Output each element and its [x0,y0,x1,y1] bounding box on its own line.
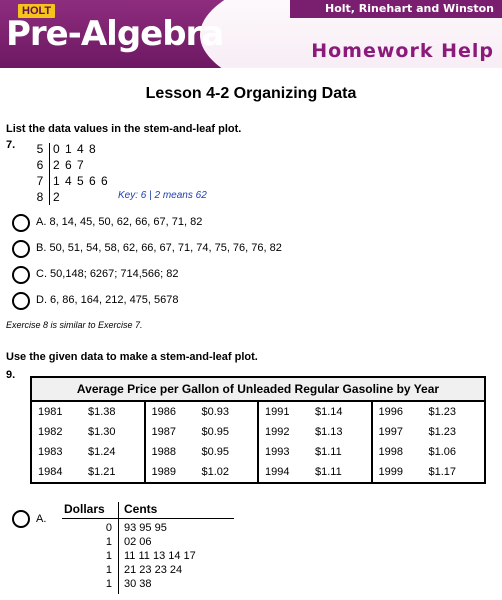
plot-key: Key: 6 | 2 means 62 [118,190,207,201]
year-cell: 1984 [38,466,63,478]
table-row [259,422,371,442]
table-column [32,402,144,482]
year-cell: 1982 [38,426,63,438]
ex7-number: 7. [6,139,16,151]
table-row [373,442,485,462]
table-body [32,402,484,482]
option-label: B. 50, 51, 54, 58, 62, 66, 67, 71, 74, 75, 76, 76, 82 [36,242,282,254]
table-row [373,422,485,442]
lesson-title: Lesson 4-2 Organizing Data [145,85,357,102]
year-cell: 1989 [151,466,176,478]
price-cell: $1.23 [428,406,457,418]
stem: 0 [105,522,112,534]
stem: 1 [105,578,112,590]
year-cell: 1996 [378,406,403,418]
table-row [146,422,258,442]
option-label: A. 8, 14, 45, 50, 62, 66, 67, 71, 82 [36,216,203,228]
header-underline [62,518,234,519]
year-cell: 1992 [265,426,290,438]
leaves: 11 11 13 14 17 [124,550,196,562]
table-row [259,462,371,482]
radio-button[interactable] [12,510,30,528]
table-row [373,462,485,482]
leaves: 2 [53,190,61,204]
stem-header: Dollars [64,502,105,516]
table-row [259,442,371,462]
table-title: Average Price per Gallon of Unleaded Regular Gasoline by Year [32,378,484,402]
year-cell: 1983 [38,446,63,458]
price-cell: $0.95 [201,426,230,438]
leaves: 93 95 95 [124,522,167,534]
price-cell: $1.06 [428,446,457,458]
price-cell: $1.13 [315,426,343,438]
ex9-number: 9. [6,369,16,381]
leaves: 2 6 7 [53,158,85,172]
leaves: 0 1 4 8 [53,142,97,156]
price-cell: $0.93 [201,406,230,418]
table-row [146,462,258,482]
radio-button[interactable] [12,240,30,258]
price-cell: $1.24 [88,446,116,458]
year-cell: 1999 [378,466,403,478]
publisher-name: Holt, Rinehart and Winston [325,2,494,15]
year-cell: 1993 [265,446,290,458]
price-cell: $1.02 [201,466,230,478]
leaves: 30 38 [124,578,152,590]
stem: 5 [36,142,44,156]
table-column [257,402,371,482]
table-row [32,462,144,482]
section-title: Homework Help [311,40,494,62]
ex7-instruction: List the data values in the stem-and-leaf plot. [6,123,242,135]
table-row [32,402,144,422]
gas-price-table [30,376,486,484]
price-cell: $1.38 [88,406,116,418]
holt-logo: HOLT [18,4,55,18]
year-cell: 1988 [151,446,176,458]
table-column [371,402,485,482]
radio-button[interactable] [12,292,30,310]
table-row [32,442,144,462]
stem: 1 [105,564,112,576]
stem-leaf-divider [49,143,50,205]
table-row [146,402,258,422]
year-cell: 1987 [151,426,176,438]
leaves: 02 06 [124,536,152,548]
option-label: D. 6, 86, 164, 212, 475, 5678 [36,294,179,306]
year-cell: 1986 [151,406,176,418]
leaves: 1 4 5 6 6 [53,174,109,188]
table-row [32,422,144,442]
leaf-header: Cents [124,502,158,516]
table-row [373,402,485,422]
ex9-instruction: Use the given data to make a stem-and-leaf plot. [6,351,258,363]
price-cell: $1.21 [88,466,116,478]
table-row [146,442,258,462]
stem: 7 [36,174,44,188]
table-column [144,402,258,482]
price-cell: $1.11 [315,446,342,458]
book-title: Pre-Algebra [6,14,224,54]
leaves: 21 23 23 24 [124,564,183,576]
price-cell: $1.30 [88,426,116,438]
table-row [259,402,371,422]
year-cell: 1994 [265,466,290,478]
radio-button[interactable] [12,214,30,232]
price-cell: $1.11 [315,466,342,478]
stem-leaf-divider [118,502,119,594]
year-cell: 1991 [265,406,290,418]
price-cell: $1.23 [428,426,457,438]
radio-button[interactable] [12,266,30,284]
stem: 1 [105,550,112,562]
exercise-note: Exercise 8 is similar to Exercise 7. [6,320,143,330]
stem: 6 [36,158,44,172]
year-cell: 1997 [378,426,403,438]
stem: 1 [105,536,112,548]
year-cell: 1981 [38,406,63,418]
price-cell: $1.14 [315,406,343,418]
price-cell: $1.17 [428,466,457,478]
stem: 8 [36,190,44,204]
year-cell: 1998 [378,446,403,458]
option-label: C. 50,148; 6267; 714,566; 82 [36,268,179,280]
option-label: A. [36,513,47,525]
header-banner [0,0,502,68]
price-cell: $0.95 [201,446,230,458]
